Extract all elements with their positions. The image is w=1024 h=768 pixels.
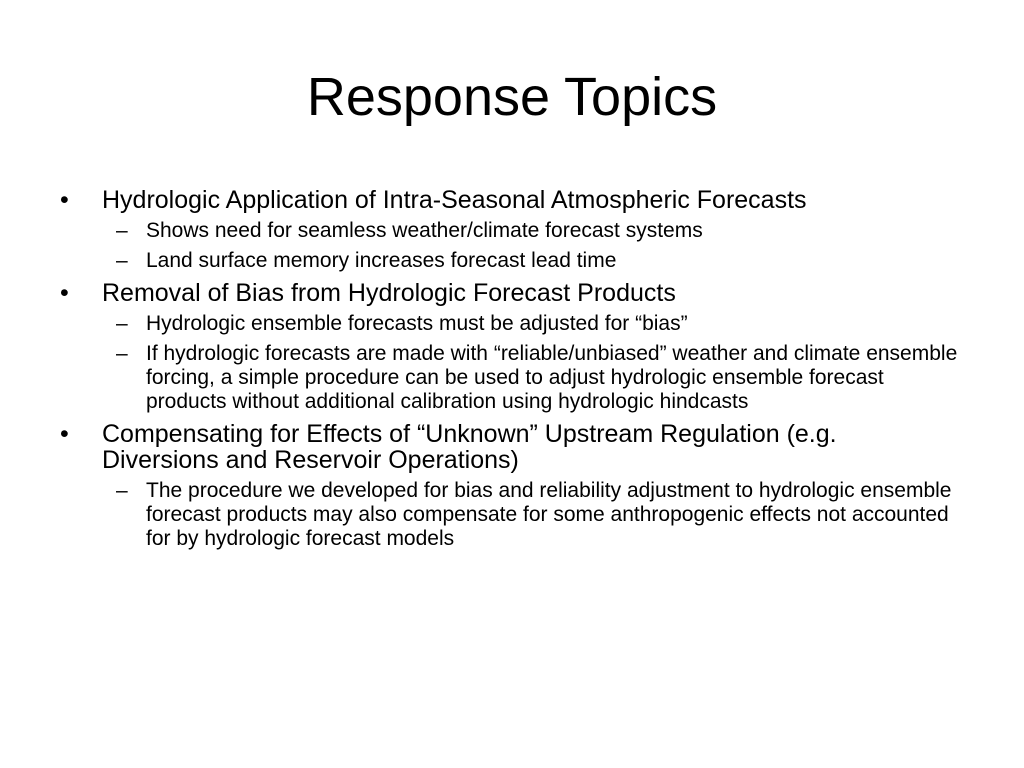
topic-item [60,187,960,213]
dash-marker: – [116,342,128,365]
subtopic-item [60,479,960,551]
dash-marker: – [116,249,128,272]
subtopic-text: Land surface memory increases forecast lead time [146,249,617,272]
bullet-list [60,180,960,551]
topic-text: Compensating for Effects of “Unknown” Upstream Regulation (e.g. Diversions and Reservoir Operations) [102,420,837,474]
slide-title: Response Topics [306,67,718,127]
subtopic-text: If hydrologic forecasts are made with “reliable/unbiased” weather and climate ensemble forcing, a simple procedure can be used to adjust hydrologic ensemble forecast products without additional calibration using hydrologic hindcasts [146,342,958,413]
subtopic-item [60,312,960,336]
bullet-marker: • [60,279,69,307]
topic-item [60,421,960,473]
subtopic-item [60,342,960,414]
topic-item [60,280,960,306]
dash-marker: – [116,479,128,502]
dash-marker: – [116,312,128,335]
subtopic-text: Shows need for seamless weather/climate forecast systems [146,219,703,242]
subtopic-item [60,219,960,243]
topic-text: Removal of Bias from Hydrologic Forecast Products [102,279,676,307]
bullet-marker: • [60,186,69,214]
dash-marker: – [116,219,128,242]
subtopic-text: Hydrologic ensemble forecasts must be adjusted for “bias” [146,312,688,335]
bullet-marker: • [60,420,69,448]
subtopic-item [60,249,960,273]
topic-text: Hydrologic Application of Intra-Seasonal Atmospheric Forecasts [102,186,807,214]
subtopic-text: The procedure we developed for bias and reliability adjustment to hydrologic ensemble forecast products may also compensate for some anthropogenic effects not accounted for by hydrologic forecast models [146,479,952,550]
